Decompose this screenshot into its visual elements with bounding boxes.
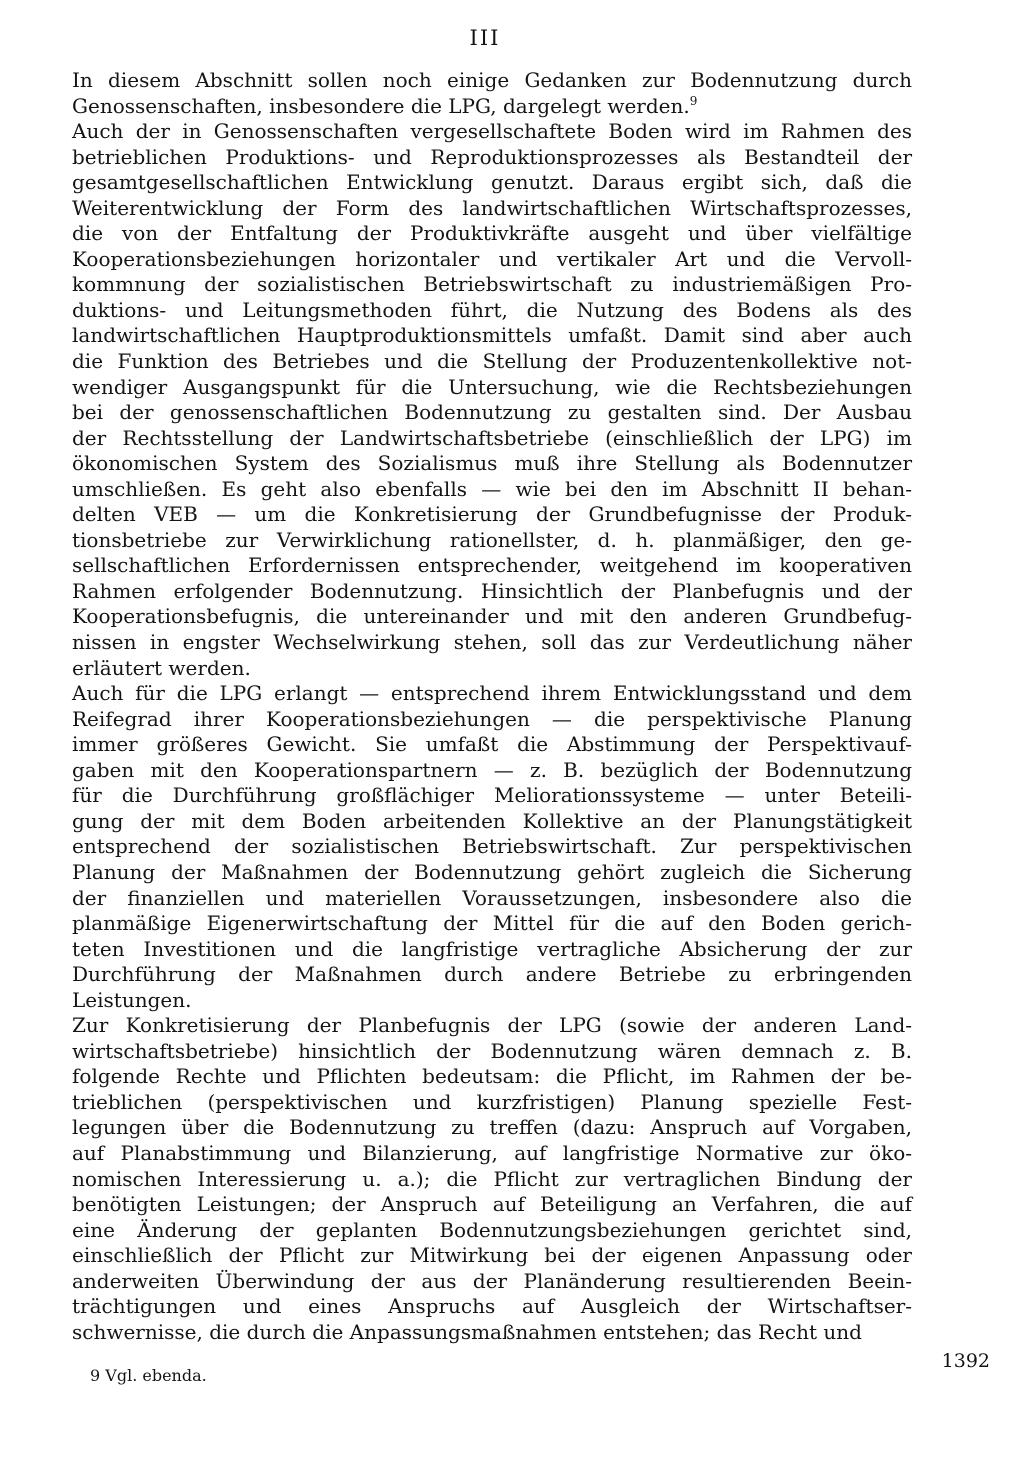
text-line [72, 579, 912, 605]
line-text: wendiger Ausgangspunkt für die Untersuchung, wie die Rechtsbeziehungen [72, 374, 912, 399]
text-line [72, 119, 912, 145]
line-text: der finanziellen und materiellen Voraussetzungen, insbesondere also die [72, 885, 912, 910]
line-text: teten Investitionen und die langfristige vertragliche Absicherung der zur [72, 936, 912, 961]
paragraph [72, 68, 912, 119]
line-text: für die Durchführung großflächiger Meliorationssysteme — unter Beteili- [72, 783, 912, 808]
text-line [72, 349, 912, 375]
line-text: Kooperationsbeziehungen horizontaler und vertikaler Art und die Vervoll- [72, 246, 912, 271]
line-text: nomischen Interessierung u. a.); die Pflicht zur vertraglichen Bindung der [72, 1166, 912, 1191]
section-heading: III [469, 26, 501, 50]
text-line [72, 1192, 912, 1218]
line-text: immer größeres Gewicht. Sie umfaßt die Abstimmung der Perspektivauf- [72, 732, 912, 757]
text-line [72, 400, 912, 426]
text-line [72, 298, 912, 324]
line-text: schwernisse, die durch die Anpassungsmaßnahmen entstehen; das Recht und [72, 1319, 862, 1344]
footnote [90, 1366, 207, 1385]
text-line [72, 809, 912, 835]
text-line [72, 1141, 912, 1167]
text-line [72, 962, 912, 988]
line-text: folgende Rechte und Pflichten bedeutsam: die Pflicht, im Rahmen der be- [72, 1064, 912, 1089]
text-line [72, 656, 912, 682]
paragraph [72, 1013, 912, 1345]
line-text: wirtschaftsbetriebe) hinsichtlich der Bodennutzung wären demnach z. B. [72, 1038, 912, 1063]
paragraph [72, 119, 912, 681]
footnote-text: Vgl. ebenda. [105, 1366, 207, 1385]
text-line [72, 886, 912, 912]
line-text: In diesem Abschnitt sollen noch einige Gedanken zur Bodennutzung durch [72, 68, 912, 92]
text-line [72, 681, 912, 707]
line-text: sellschaftlichen Erfordernissen entsprechender, weitgehend im kooperativen [72, 553, 912, 578]
line-text: gaben mit den Kooperationspartnern — z. B. bezüglich der Bodennutzung [72, 757, 912, 782]
text-line [72, 783, 912, 809]
text-line [72, 1218, 912, 1244]
line-text: der Rechtsstellung der Landwirtschaftsbetriebe (einschließlich der LPG) im [72, 425, 912, 450]
line-text: betrieblichen Produktions- und Reproduktionsprozesses als Bestandteil der [72, 144, 912, 169]
text-line [72, 630, 912, 656]
line-text: kommnung der sozialistischen Betriebswirtschaft zu industriemäßigen Pro- [72, 272, 912, 297]
line-text: Zur Konkretisierung der Planbefugnis der LPG (sowie der anderen Land- [72, 1013, 912, 1038]
text-line [72, 553, 912, 579]
line-text: tionsbetriebe zur Verwirklichung rationellster, d. h. planmäßiger, den ge- [72, 527, 912, 552]
line-text: benötigten Leistungen; der Anspruch auf Beteiligung an Verfahren, die auf [72, 1192, 912, 1217]
text-line [72, 1039, 912, 1065]
text-line [72, 834, 912, 860]
line-text: planmäßige Eigenerwirtschaftung der Mittel für die auf den Boden gerich- [72, 911, 912, 936]
body-text [72, 68, 912, 1345]
line-text: landwirtschaftlichen Hauptproduktionsmittels umfaßt. Damit sind aber auch [72, 323, 912, 348]
text-line [72, 196, 912, 222]
line-text: ökonomischen System des Sozialismus muß ihre Stellung als Bodennutzer [72, 451, 912, 476]
line-text: gesamtgesellschaftlichen Entwicklung genutzt. Daraus ergibt sich, daß die [72, 170, 912, 195]
footnote-number: 9 [90, 1366, 101, 1385]
line-text: die Funktion des Betriebes und die Stellung der Produzentenkollektive not- [72, 349, 912, 374]
line-text: entsprechend der sozialistischen Betriebswirtschaft. Zur perspektivischen [72, 834, 912, 859]
line-text: Planung der Maßnahmen der Bodennutzung gehört zugleich die Sicherung [72, 859, 912, 884]
line-text: delten VEB — um die Konkretisierung der Grundbefugnisse der Produk- [72, 502, 912, 527]
text-line [72, 272, 912, 298]
text-line [72, 604, 912, 630]
line-text: Genossenschaften, insbesondere die LPG, dargelegt werden. [72, 93, 690, 118]
line-text: erläutert werden. [72, 655, 251, 680]
text-line [72, 323, 912, 349]
text-line [72, 221, 912, 247]
line-text: legungen über die Bodennutzung zu treffen (dazu: Anspruch auf Vorgaben, [72, 1115, 912, 1140]
text-line [72, 1294, 912, 1320]
line-text: eine Änderung der geplanten Bodennutzungsbeziehungen gerichtet sind, [72, 1217, 912, 1242]
text-line [72, 1064, 912, 1090]
text-line [72, 1320, 912, 1346]
text-line [72, 988, 912, 1014]
text-line [72, 1090, 912, 1116]
text-line [72, 1115, 912, 1141]
text-line [72, 477, 912, 503]
text-line [72, 937, 912, 963]
text-line [72, 426, 912, 452]
line-text: duktions- und Leitungsmethoden führt, die Nutzung des Bodens als des [72, 297, 912, 322]
line-text: auf Planabstimmung und Bilanzierung, auf langfristige Normative zur öko- [72, 1140, 912, 1165]
line-text: nissen in engster Wechselwirkung stehen, soll das zur Verdeutlichung näher [72, 630, 912, 655]
line-text: gung der mit dem Boden arbeitenden Kollektive an der Planungstätigkeit [72, 808, 912, 833]
text-line [72, 375, 912, 401]
text-line [72, 94, 912, 120]
text-line [72, 732, 912, 758]
line-text: anderweiten Überwindung der aus der Planänderung resultierenden Beein- [72, 1268, 912, 1293]
page-number: 1392 [941, 1350, 990, 1372]
line-text: Rahmen erfolgender Bodennutzung. Hinsichtlich der Planbefugnis und der [72, 578, 912, 603]
text-line [72, 145, 912, 171]
line-text: Auch für die LPG erlangt — entsprechend ihrem Entwicklungsstand und dem [72, 681, 912, 706]
text-line [72, 528, 912, 554]
footnote-ref[interactable]: 9 [689, 93, 698, 108]
text-line [72, 1013, 912, 1039]
line-text: Weiterentwicklung der Form des landwirtschaftlichen Wirtschaftsprozesses, [72, 195, 912, 220]
line-text: Kooperationsbefugnis, die untereinander und mit den anderen Grundbefug- [72, 604, 912, 629]
text-line [72, 170, 912, 196]
line-text: Reifegrad ihrer Kooperationsbeziehungen — die perspektivische Planung [72, 706, 912, 731]
text-line [72, 1269, 912, 1295]
line-text: trächtigungen und eines Anspruchs auf Ausgleich der Wirtschaftser- [72, 1294, 912, 1319]
line-text: die von der Entfaltung der Produktivkräfte ausgeht und über vielfältige [72, 221, 912, 246]
line-text: Auch der in Genossenschaften vergesellschaftete Boden wird im Rahmen des [72, 119, 912, 144]
text-line [72, 68, 912, 94]
line-text: bei der genossenschaftlichen Bodennutzung zu gestalten sind. Der Ausbau [72, 400, 912, 425]
text-line [72, 1243, 912, 1269]
line-text: Durchführung der Maßnahmen durch andere Betriebe zu erbringenden [72, 962, 912, 987]
text-line [72, 1167, 912, 1193]
text-line [72, 247, 912, 273]
line-text: umschließen. Es geht also ebenfalls — wie bei den im Abschnitt II behan- [72, 476, 912, 501]
line-text: trieblichen (perspektivischen und kurzfristigen) Planung spezielle Fest- [72, 1089, 912, 1114]
line-text: Leistungen. [72, 987, 192, 1012]
text-line [72, 758, 912, 784]
text-line [72, 502, 912, 528]
text-line [72, 451, 912, 477]
paragraph [72, 681, 912, 1013]
text-line [72, 911, 912, 937]
line-text: einschließlich der Pflicht zur Mitwirkung bei der eigenen Anpassung oder [72, 1243, 912, 1268]
text-line [72, 707, 912, 733]
text-line [72, 860, 912, 886]
